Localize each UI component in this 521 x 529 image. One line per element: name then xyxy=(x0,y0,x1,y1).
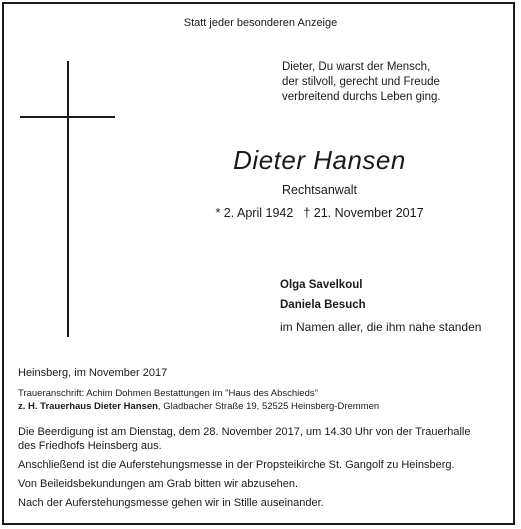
funeral-paragraph: Die Beerdigung ist am Dienstag, dem 28. November 2017, um 14.30 Uhr von der Trauerhalle xyxy=(18,426,471,438)
address-line-2 xyxy=(18,401,379,412)
deceased-name: Dieter Hansen xyxy=(233,145,406,175)
poem-line-1: Dieter, Du warst der Mensch, xyxy=(282,61,431,73)
poem-line-3: verbreitend durchs Leben ging. xyxy=(282,91,441,103)
poem-line-2: der stilvoll, gerecht und Freude xyxy=(282,76,440,88)
deceased-profession: Rechtsanwalt xyxy=(281,183,358,197)
address-recipient: z. H. Trauerhaus Dieter Hansen xyxy=(18,401,158,412)
cross-icon-vertical xyxy=(67,61,69,337)
mourner-name: Olga Savelkoul xyxy=(280,279,363,291)
header-text: Statt jeder besonderen Anzeige xyxy=(183,17,338,29)
life-dates xyxy=(0,206,521,220)
address-line-1: Traueranschrift: Achim Dohmen Bestattungen im "Haus des Abschieds" xyxy=(18,388,318,399)
mass-paragraph: Anschließend ist die Auferstehungsmesse in der Propsteikirche St. Gangolf zu Heinsberg. xyxy=(18,459,455,471)
place-date: Heinsberg, im November 2017 xyxy=(18,367,168,379)
closing-paragraph: Nach der Auferstehungsmesse gehen wir in Stille auseinander. xyxy=(18,497,324,509)
mourner-name: Daniela Besuch xyxy=(280,299,366,311)
funeral-paragraph: des Friedhofs Heinsberg aus. xyxy=(18,440,162,452)
address-street: , Gladbacher Straße 19, 52525 Heinsberg-Dremmen xyxy=(157,401,380,412)
condolence-paragraph: Von Beileidsbekundungen am Grab bitten wir abzusehen. xyxy=(18,478,299,490)
mourners-note: im Namen aller, die ihm nahe standen xyxy=(280,320,482,334)
death-date: † 21. November 2017 xyxy=(303,206,424,220)
birth-date: * 2. April 1942 xyxy=(215,206,294,220)
cross-icon-horizontal xyxy=(20,116,115,118)
